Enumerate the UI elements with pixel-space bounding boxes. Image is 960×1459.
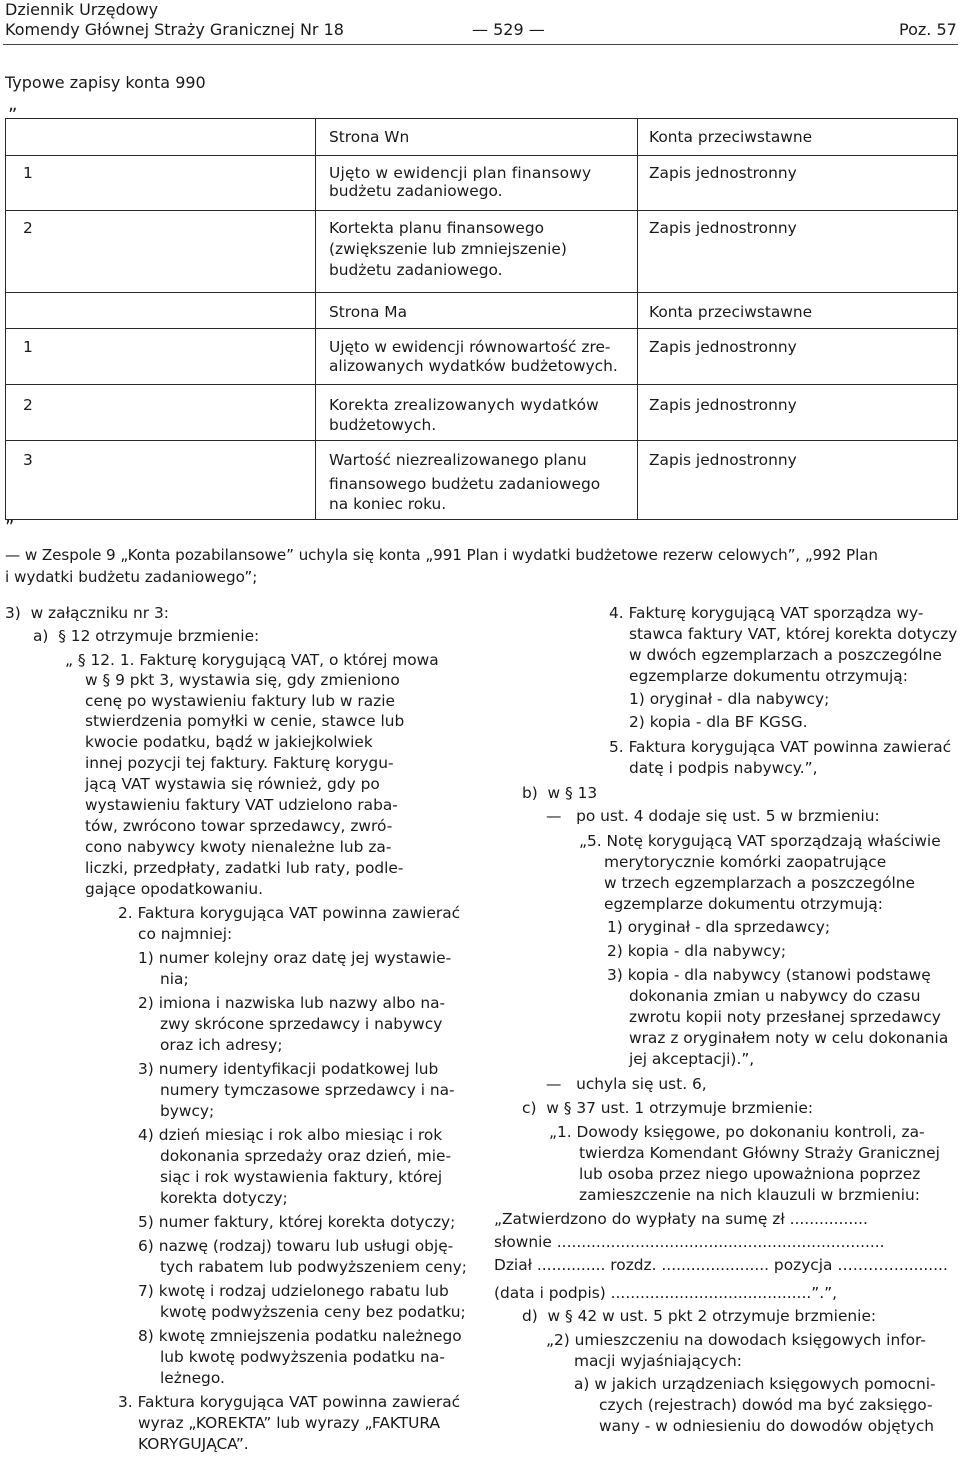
publisher-name: Komendy Głównej Straży Granicznej Nr 18 <box>5 20 344 39</box>
left-column-text-line: wystawieniu faktury VAT udzielono raba- <box>85 796 398 814</box>
left-column-text-line: stwierdzenia pomyłki w cenie, stawce lub <box>85 712 405 730</box>
table-border <box>5 328 958 329</box>
left-column-text-line: tów, zwrócono towar sprzedawcy, zwró- <box>85 817 393 835</box>
right-column-text-line: 1) oryginał - dla nabywcy; <box>629 690 830 708</box>
right-column-text-line: 2) kopia - dla nabywcy; <box>607 942 787 960</box>
right-column-text-line: c) w § 37 ust. 1 otrzymuje brzmienie: <box>522 1099 814 1117</box>
wn-row-2-desc-line: Kortekta planu finansowego <box>329 219 545 237</box>
right-column-text-line: wraz z oryginałem noty w celu dokonania <box>629 1029 949 1047</box>
zespol-line-1: — w Zespole 9 „Konta pozabilansowe” uchyla się konta „991 Plan i wydatki budżetowe rezerw celowych”, „992 Plan <box>5 546 878 564</box>
left-column-text-line: 2. Faktura korygująca VAT powinna zawierać <box>118 904 461 922</box>
zespol-line-2: i wydatki budżetu zadaniowego”; <box>5 568 258 586</box>
wn-row-2-number: 2 <box>23 219 33 237</box>
right-column-text-line: twierdza Komendant Główny Straży Granicznej <box>579 1144 940 1162</box>
table-border <box>5 519 958 520</box>
wn-row-2-account: Zapis jednostronny <box>649 219 797 237</box>
ma-row-2-desc-line: Korekta zrealizowanych wydatków <box>329 396 599 414</box>
ma-accounts-header: Konta przeciwstawne <box>649 303 813 321</box>
wn-row-2-desc-line: (zwiększenie lub zmniejszenie) <box>329 240 567 258</box>
right-column-text-line: zamieszczenie na nich klauzuli w brzmieniu: <box>579 1186 920 1204</box>
left-column-text-line: co najmniej: <box>138 925 233 943</box>
right-column-text-line: — po ust. 4 dodaje się ust. 5 w brzmieniu: <box>546 807 880 825</box>
left-column-text-line: lub kwotę podwyższenia podatku na- <box>160 1348 445 1366</box>
left-column-text-line: gające opodatkowaniu. <box>85 880 264 898</box>
right-column-text-line: 1) oryginał - dla sprzedawcy; <box>607 918 831 936</box>
journal-name: Dziennik Urzędowy <box>5 0 159 19</box>
left-column-text-line: cenę po wystawieniu faktury lub w razie <box>85 692 395 710</box>
table-border <box>5 292 958 293</box>
right-column-text-line: „Zatwierdzono do wypłaty na sumę zł ................ <box>494 1210 868 1228</box>
left-column-text-line: bywcy; <box>160 1102 215 1120</box>
table-border <box>5 118 6 520</box>
wn-row-1-number: 1 <box>23 164 33 182</box>
table-border <box>5 440 958 441</box>
close-quote: ” <box>5 517 15 538</box>
right-column-text-line: d) w § 42 w ust. 5 pkt 2 otrzymuje brzmienie: <box>522 1307 877 1325</box>
right-column-text-line: macji wyjaśniających: <box>574 1352 742 1370</box>
left-column-text-line: zwy skrócone sprzedawcy i nabywcy <box>160 1015 443 1033</box>
right-column-text-line: czych (rejestrach) dowód ma być zaksięgo- <box>599 1396 933 1414</box>
left-column-text-line: numery tymczasowe sprzedawcy i na- <box>160 1081 455 1099</box>
left-column-text-line: tych rabatem lub podwyższeniem ceny; <box>160 1258 467 1276</box>
ma-row-3-desc-line: na koniec roku. <box>329 495 447 513</box>
open-quote: „ <box>8 94 18 115</box>
ma-row-3-number: 3 <box>23 451 33 469</box>
left-column-text-line: dokonania sprzedaży oraz dzień, mie- <box>160 1147 452 1165</box>
left-column-text-line: korekta dotyczy; <box>160 1189 288 1207</box>
right-column-text-line: (data i podpis) .........................................”.”, <box>494 1284 837 1302</box>
left-column-text-line: oraz ich adresy; <box>160 1036 283 1054</box>
left-column-text-line: liczki, przedpłaty, zadatki lub raty, podle- <box>85 859 404 877</box>
left-column-text-line: 5) numer faktury, której korekta dotyczy; <box>138 1213 456 1231</box>
ma-row-2-desc-line: budżetowych. <box>329 416 437 434</box>
wn-row-2-desc-line: budżetu zadaniowego. <box>329 261 503 279</box>
section-title: Typowe zapisy konta 990 <box>5 73 206 92</box>
left-column-text-line: 2) imiona i nazwiska lub nazwy albo na- <box>138 994 446 1012</box>
left-column-text-line: w § 9 pkt 3, wystawia się, gdy zmieniono <box>85 671 400 689</box>
left-column-text-line: wyraz „KOREKTA” lub wyrazy „FAKTURA <box>138 1414 441 1432</box>
right-column-text-line: „5. Notę korygującą VAT sporządzają właściwie <box>579 832 941 850</box>
position-number: Poz. 57 <box>899 20 957 39</box>
left-column-text-line: siąc i rok wystawienia faktury, której <box>160 1168 443 1186</box>
left-column-text-line: nia; <box>160 970 189 988</box>
left-column-text-line: a) § 12 otrzymuje brzmienie: <box>33 627 260 645</box>
wn-row-1-account: Zapis jednostronny <box>649 164 797 182</box>
left-column-text-line: 3) numery identyfikacji podatkowej lub <box>138 1060 439 1078</box>
right-column-text-line: słownie ................................................................... <box>494 1233 885 1251</box>
left-column-text-line: 3. Faktura korygująca VAT powinna zawierać <box>118 1393 461 1411</box>
right-column-text-line: zwrotu kopii noty przesłanej sprzedawcy <box>629 1008 941 1026</box>
ma-row-3-desc-line: finansowego budżetu zadaniowego <box>329 475 601 493</box>
right-column-text-line: dokonania zmian u nabywcy do czasu <box>629 987 921 1005</box>
right-column-text-line: egzemplarze dokumentu otrzymują: <box>629 667 908 685</box>
right-column-text-line: jej akceptacji).”, <box>629 1050 755 1068</box>
wn-row-1-desc-line: budżetu zadaniowego. <box>329 182 503 200</box>
left-column-text-line: jącą VAT wystawia się również, gdy po <box>85 775 380 793</box>
table-border <box>5 210 958 211</box>
right-column-text-line: wany - w odniesieniu do dowodów objętych <box>599 1417 935 1435</box>
table-border <box>5 118 958 119</box>
right-column-text-line: w dwóch egzemplarzach a poszczególne <box>629 646 942 664</box>
header-divider <box>3 44 958 45</box>
right-column-text-line: 4. Fakturę korygującą VAT sporządza wy- <box>609 604 924 622</box>
right-column-text-line: lub osoba przez niego upoważniona poprzez <box>579 1165 921 1183</box>
ma-row-1-account: Zapis jednostronny <box>649 338 797 356</box>
ma-row-2-account: Zapis jednostronny <box>649 396 797 414</box>
ma-row-1-desc-line: Ujęto w ewidencji równowartość zre- <box>329 338 611 356</box>
table-border <box>5 155 958 156</box>
right-column-text-line: 5. Faktura korygująca VAT powinna zawierać <box>609 738 952 756</box>
right-column-text-line: merytorycznie komórki zaopatrujące <box>604 853 887 871</box>
left-column-text-line: 4) dzień miesiąc i rok albo miesiąc i rok <box>138 1126 443 1144</box>
right-column-text-line: datę i podpis nabywcy.”, <box>629 759 818 777</box>
ma-row-1-number: 1 <box>23 338 33 356</box>
right-column-text-line: b) w § 13 <box>522 784 598 802</box>
right-column-text-line: 3) kopia - dla nabywcy (stanowi podstawę <box>607 966 931 984</box>
left-column-text-line: 1) numer kolejny oraz datę jej wystawie- <box>138 949 452 967</box>
accounts-table <box>5 118 958 520</box>
left-column-text-line: „ § 12. 1. Fakturę korygującą VAT, o której mowa <box>65 651 439 669</box>
right-column-text-line: stawca faktury VAT, której korekta dotyczy <box>629 625 958 643</box>
wn-header: Strona Wn <box>329 128 410 146</box>
right-column-text-line: 2) kopia - dla BF KGSG. <box>629 713 808 731</box>
left-column-text-line: 3) w załączniku nr 3: <box>5 604 169 622</box>
left-column-text-line: kwocie podatku, bądź w jakiejkolwiek <box>85 733 373 751</box>
left-column-text-line: leżnego. <box>160 1369 225 1387</box>
left-column-text-line: 8) kwotę zmniejszenia podatku należnego <box>138 1327 462 1345</box>
left-column-text-line: KORYGUJĄCA”. <box>138 1435 249 1453</box>
right-column-text-line: egzemplarze dokumentu otrzymują: <box>604 895 883 913</box>
left-column-text-line: 7) kwotę i rodzaj udzielonego rabatu lub <box>138 1282 449 1300</box>
left-column-text-line: kwotę podwyższenia ceny bez podatku; <box>160 1303 466 1321</box>
left-column-text-line: innej pozycji tej faktury. Fakturę korygu- <box>85 754 394 772</box>
table-border <box>957 118 958 520</box>
ma-row-3-desc-line: Wartość niezrealizowanego planu <box>329 451 587 469</box>
page-number: — 529 — <box>472 20 545 39</box>
wn-accounts-header: Konta przeciwstawne <box>649 128 813 146</box>
ma-row-3-account: Zapis jednostronny <box>649 451 797 469</box>
left-column-text-line: cono nabywcy kwoty nienależne lub za- <box>85 838 392 856</box>
ma-row-1-desc-line: alizowanych wydatków budżetowych. <box>329 357 618 375</box>
wn-row-1-desc-line: Ujęto w ewidencji plan finansowy <box>329 164 592 182</box>
ma-header: Strona Ma <box>329 303 407 321</box>
left-column-text-line: 6) nazwę (rodzaj) towaru lub usługi obję- <box>138 1237 454 1255</box>
right-column-text-line: w trzech egzemplarzach a poszczególne <box>604 874 915 892</box>
right-column-text-line: „2) umieszczeniu na dowodach księgowych infor- <box>546 1331 926 1349</box>
table-border <box>5 384 958 385</box>
right-column-text-line: „1. Dowody księgowe, po dokonaniu kontroli, za- <box>549 1123 925 1141</box>
ma-row-2-number: 2 <box>23 396 33 414</box>
table-border <box>315 118 316 520</box>
right-column-text-line: Dział .............. rozdz. ...................... pozycja ………….......... <box>494 1256 948 1274</box>
right-column-text-line: — uchyla się ust. 6, <box>546 1075 707 1093</box>
right-column-text-line: a) w jakich urządzeniach księgowych pomocni- <box>574 1375 936 1393</box>
